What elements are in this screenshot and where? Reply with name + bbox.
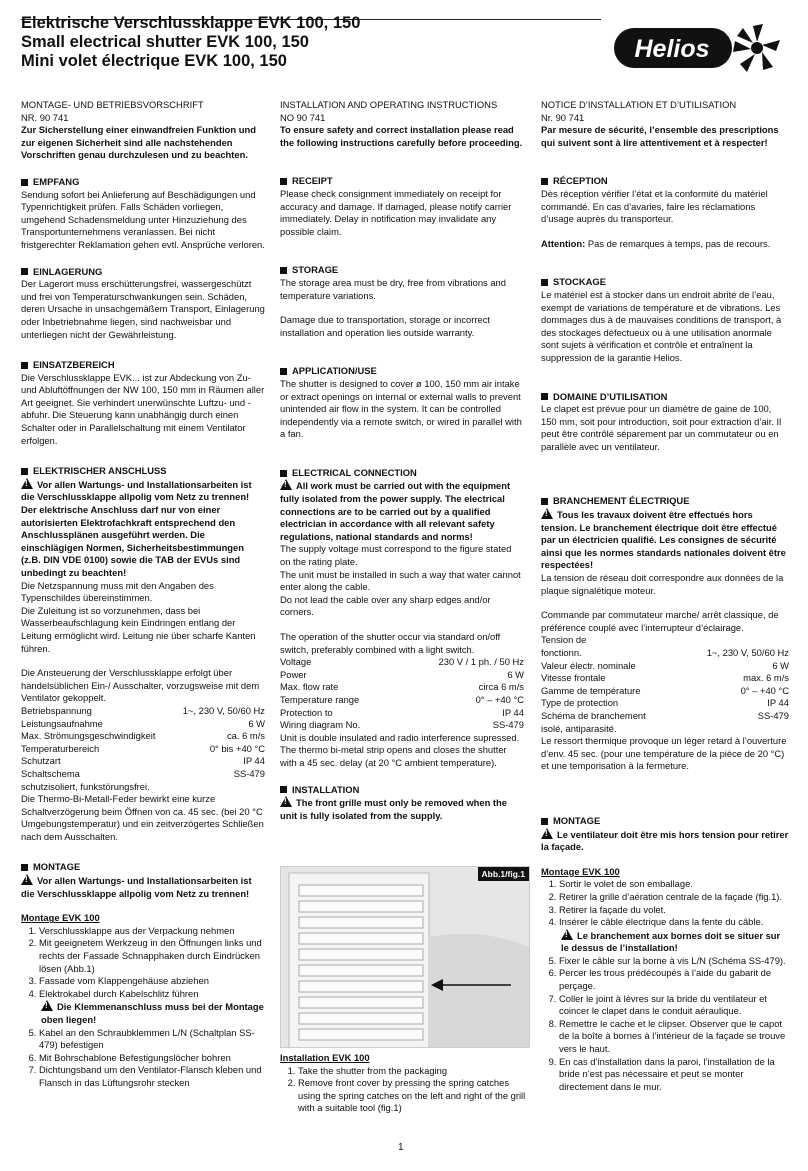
- attention-text: Pas de remarques à temps, pas de recours.: [585, 237, 771, 249]
- list-item: 1. Sortir le volet de son emballage.: [559, 878, 789, 891]
- list-item: 7. Dichtungsband um den Ventilator-Flansch kleben und Flansch in das Lüftungsrohr stecken: [39, 1064, 265, 1089]
- steps-de: [21, 925, 265, 1090]
- spec-table-fr: [541, 647, 789, 723]
- bullet-square-icon: [541, 393, 548, 400]
- heading-montage-fr: MONTAGE: [553, 814, 601, 826]
- list-item: 4. Elektrokabel durch Kabelschlitz führen !Die Klemmenanschluss muss bei der Montage oben liegen!: [39, 988, 265, 1027]
- bullet-square-icon: [541, 178, 548, 185]
- list-item: 7. Coller le joint à lèvres sur la bride du ventilateur et coincer le clapet dans le conduit aéraulique.: [559, 993, 789, 1018]
- column-french: [541, 99, 789, 1093]
- intro-de: Zur Sicherstellung einer einwandfreien Funktion und zur eigenen Sicherheit sind alle nachstehenden Vorschriften genau durchzulesen und zu beachten.: [21, 124, 256, 161]
- warning-icon: [21, 874, 33, 885]
- section-reception: [541, 175, 789, 250]
- text-tension-reseau: La tension de réseau doit correspondre aux données de la plaque signalétique moteur.: [541, 572, 784, 596]
- column-english: [280, 99, 524, 822]
- bullet-square-icon: [541, 818, 548, 825]
- text-bimetal: The thermo bi-metal strip opens and closes the shutter with a 45 sec. delay (at 20 °C ambient temperature).: [280, 744, 507, 768]
- spec-row: Power 6 W: [280, 668, 524, 680]
- text-commande: Commande par commutateur marche/ arrêt classique, de préférence couplé avec l’interrupteur d’éclairage.: [541, 609, 779, 633]
- list-item: 2. Retirer la grille d’aération centrale de la façade (fig.1).: [559, 891, 789, 904]
- text-isole: isolé, antiparasité.: [541, 722, 617, 734]
- section-installation: [280, 784, 524, 823]
- text-thermo: Die Thermo-Bi-Metall-Feder bewirkt eine kurze Schaltverzögerung beim Öffnen von ca. 45 sec. (bei 20 °C Umgebungstemperatur) und ein zeitverzögertes Schließen nach dem Ausschalten.: [21, 793, 264, 842]
- text-ansteuerung: Die Ansteuerung der Verschlussklappe erfolgt über handelsüblichen Ein-/ Ausschalter, vorzugsweise mit dem Ventilator gekoppelt.: [21, 667, 260, 704]
- steps-en: [280, 1065, 528, 1115]
- page-number: 1: [398, 1142, 404, 1153]
- heading-stockage: STOCKAGE: [553, 276, 606, 288]
- section-stockage: [541, 276, 789, 364]
- helios-logo: [612, 22, 782, 74]
- text-insulated: Unit is double insulated and radio interference supressed.: [280, 731, 520, 743]
- bullet-square-icon: [21, 468, 28, 475]
- bullet-square-icon: [21, 864, 28, 871]
- warning-icon: [541, 828, 553, 839]
- list-item: 1. Verschlussklappe aus der Verpackung nehmen: [39, 925, 265, 938]
- spec-table-de: [21, 705, 265, 781]
- spec-row: Protection to IP 44: [280, 706, 524, 718]
- spec-row: Max. Strömungsgeschwindigkeit ca. 6 m/s: [21, 730, 265, 742]
- heading-receipt: RECEIPT: [292, 175, 333, 187]
- list-item: 2. Mit geeignetem Werkzeug in den Öffnungen links und rechts der Fassade Schnapphaken durch Eindrücken lösen (Abb.1): [39, 937, 265, 975]
- text-stockage: Le matériel est à stocker dans un endroit abrité de l’eau, exempt de variations de température et de vibrations. Les dommages dus à de mauvaises conditions de transport, à des stockages défectueux ou à une utilisation anormale sont sujets à vérification et contrôle et entraînent la suppression de la garantie Helios.: [541, 288, 782, 363]
- section-receipt: [280, 175, 524, 238]
- text-domaine: Le clapet est prévue pour un diamètre de gaine de 100, 150 mm, soit pour introduction, soit pour extraction d’air. Il peut être contrôlé séparement par un commutateur ou en parallèle avec un ventilateur.: [541, 403, 782, 452]
- section-electrical-connection: [280, 467, 524, 770]
- spec-row: Schaltschema SS-479: [21, 767, 265, 779]
- spec-row: Voltage 230 V / 1 ph. / 50 Hz: [280, 656, 524, 668]
- bullet-square-icon: [280, 368, 287, 375]
- list-item: 3. Fassade vom Klappengehäuse abziehen: [39, 975, 265, 988]
- list-item: 1. Take the shutter from the packaging: [298, 1065, 528, 1078]
- column-german: [21, 99, 265, 1090]
- title-de: Elektrische Verschlussklappe EVK 100, 150: [21, 14, 361, 32]
- heading-einsatzbereich: EINSATZBEREICH: [33, 359, 115, 371]
- text-netzspannung: Die Netzspannung muss mit den Angaben des Typenschildes übereinstimmen.: [21, 579, 214, 604]
- text-water: The unit must be installed in such a way that water cannot enter along the cable.: [280, 568, 521, 593]
- intro-fr: Par mesure de sécurité, l’ensemble des prescriptions qui suivent sont à lire attentivement et à respecter!: [541, 124, 779, 148]
- section-einsatzbereich: [21, 359, 265, 447]
- subheading-installation-evk100: Installation EVK 100: [280, 1052, 370, 1063]
- list-item: 6. Mit Bohrschablone Befestigungslöcher bohren: [39, 1052, 265, 1065]
- heading-empfang: EMPFANG: [33, 175, 80, 187]
- text-supply-voltage: The supply voltage must correspond to the figure stated on the rating plate.: [280, 543, 512, 568]
- warning-text-en: All work must be carried out with the equipment fully isolated from the power supply. The electrical connections are to be carried out by a qualified electrician in accordance with all relevant safety regulations, national standards and norms!: [280, 480, 511, 542]
- text-zuleitung: Die Zuleitung ist so vorzunehmen, dass bei Wasserbeaufschlagung kein Eindringen entlang der Leitung ermöglicht wird. Leitung nie über scharfe Kanten führen.: [21, 604, 256, 654]
- warning-montage-fr: Le ventilateur doit être mis hors tension pour retirer la façade.: [541, 828, 789, 853]
- heading-montage-de: MONTAGE: [33, 861, 81, 873]
- section-domaine: [541, 391, 789, 454]
- warning-icon: [41, 1000, 53, 1011]
- spec-row: Max. flow rate circa 6 m/s: [280, 681, 524, 693]
- heading-domaine: DOMAINE D’UTILISATION: [553, 390, 668, 402]
- figure-label: Abb.1/fig.1: [478, 867, 529, 881]
- section-elektrischer-anschluss: [21, 465, 265, 843]
- installation-evk100-en: [280, 1052, 528, 1115]
- list-item: 5. Fixer le câble sur la borne à vis L/N (Schéma SS-479).: [559, 955, 789, 968]
- doc-title-fr: NOTICE D’INSTALLATION ET D’UTILISATION: [541, 99, 737, 110]
- list-item: 4. Insérer le câble électrique dans la fente du câble. !Le branchement aux bornes doit se situer sur le dessus de l’installation!: [559, 916, 789, 955]
- warning-text-de: Vor allen Wartungs- und Installationsarbeiten ist die Verschlussklappe allpolig vom Netz zu trennen! Der elektrische Anschluss darf nur von einer autorisierten Elektrofachkraft entsprechend den Anschlussplänen ausgeführt werden. Die einschlägigen Normen, Sicherheitsbestimmungen (z.B. DIN VDE 0100) sowie die TAB der EVUs sind unbedingt zu beachten!: [21, 478, 252, 578]
- warning-icon: [21, 478, 33, 489]
- text-tension-de: Tension de: [541, 634, 587, 646]
- bullet-square-icon: [280, 178, 287, 185]
- bullet-square-icon: [541, 498, 548, 505]
- list-item: 8. Remettre le cache et le clipser. Observer que le capot de la boîte à bornes à l’intérieur de la façade se trouve vers le haut.: [559, 1018, 789, 1056]
- text-einsatzbereich: Die Verschlussklappe EVK... ist zur Abdeckung von Zu- und Abluftöffnungen der NW 100, 150 mm in Räumen aller Art geeignet. Sie verhindert unerwünschte Luftzu- und -abfuhr. Die Steuerung kann unabhängig durch einen Schalter oder in Parallelschaltung mit einem Ventilator erfolgen.: [21, 371, 265, 446]
- subheading-montage-evk100-de: Montage EVK 100: [21, 912, 100, 924]
- spec-row: Schutzart IP 44: [21, 755, 265, 767]
- warning-icon: [280, 796, 292, 807]
- document-header: [21, 14, 360, 71]
- logo-text: Helios: [634, 35, 710, 63]
- warning-icon: [541, 508, 553, 519]
- shutter-illustration: [281, 867, 529, 1047]
- heading-installation: INSTALLATION: [292, 783, 360, 795]
- section-branchement: [541, 495, 789, 772]
- heading-electrical-connection: ELECTRICAL CONNECTION: [292, 466, 417, 478]
- spec-row: Temperaturbereich 0° bis +40 °C: [21, 742, 265, 754]
- doc-nr-fr: Nr. 90 741: [541, 111, 585, 123]
- bullet-square-icon: [541, 279, 548, 286]
- subheading-montage-evk100-fr: Montage EVK 100: [541, 865, 620, 877]
- doc-nr-de: NR. 90 741: [21, 111, 69, 123]
- bullet-square-icon: [280, 267, 287, 274]
- text-cable: Do not lead the cable over any sharp edges and/or corners.: [280, 593, 491, 618]
- text-application: The shutter is designed to cover ø 100, 150 mm air intake or extract openings on internal or external walls to prevent unintended air flow in the system. It can be controlled independently via a remote switch, or wired in parallel with a fan.: [280, 377, 522, 440]
- doc-title-de: MONTAGE- UND BETRIEBSVORSCHRIFT: [21, 99, 204, 110]
- section-montage-de: [21, 861, 265, 1089]
- warning-montage-de: Vor allen Wartungs- und Installationsarbeiten ist die Verschlussklappe allpolig vom Netz zu trennen!: [21, 875, 252, 899]
- heading-branchement: BRANCHEMENT ÉLECTRIQUE: [553, 495, 690, 507]
- list-item: 6. Percer les trous prédécoupés à l’aide du gabarit de perçage.: [559, 967, 789, 992]
- warning-icon: [561, 929, 573, 940]
- list-item: 3. Retirer la façade du volet.: [559, 904, 789, 917]
- spec-row: Vitesse frontale max. 6 m/s: [541, 672, 789, 684]
- section-montage-fr: [541, 815, 789, 1093]
- spec-row: Betriebspannung 1~, 230 V, 50/60 Hz: [21, 704, 265, 716]
- section-application: [280, 365, 524, 441]
- bullet-square-icon: [21, 179, 28, 186]
- text-einlagerung: Der Lagerort muss erschütterungsfrei, wassergeschützt und frei von Temperaturschwankungen sein. Schäden, deren Ursache in unsachgemäßem Transport, Einlagerung oder Inbetriebnahme liegen, sind nachweisbar und unterliegen nicht der Gewährleistung.: [21, 278, 265, 340]
- spec-row: Temperature range 0° – +40 °C: [280, 693, 524, 705]
- bullet-square-icon: [21, 268, 28, 275]
- text-operation: The operation of the shutter occur via standard on/off switch, preferably combined with a light switch.: [280, 631, 501, 655]
- list-item: 9. En cas d’installation dans la paroi, l’installation de la bride n’est pas nécessaire et peut se monter directement dans le mur.: [559, 1056, 789, 1094]
- warning-installation: The front grille must only be removed when the unit is fully isolated from the supply.: [280, 797, 507, 821]
- intro-en: To ensure safety and correct installation please read the following instructions carefully before proceeding.: [280, 124, 523, 148]
- text-receipt: Please check consignment immediately on receipt for accuracy and damage. If damaged, please notify carrier immediately. Delay in notification may invalidate any possible claim.: [280, 187, 512, 237]
- text-empfang: Sendung sofort bei Anlieferung auf Beschädigungen und Typenrichtigkeit prüfen. Falls Schäden vorliegen, umgehend Schadensmeldung unter Hinzuziehung des Transportunternehmens veranlassen. Bei nicht fristgerechter Reklamation gehen evtl. Ansprüche verloren.: [21, 188, 265, 250]
- section-storage: [280, 264, 524, 339]
- list-item: 5. Kabel an den Schraubklemmen L/N (Schaltplan SS-479) befestigen: [39, 1027, 265, 1052]
- spec-row: Schéma de branchement SS-479: [541, 709, 789, 721]
- steps-fr: [541, 878, 789, 1093]
- figure-shutter: [280, 866, 530, 1048]
- section-einlagerung: [21, 266, 265, 342]
- heading-reception: RÉCEPTION: [553, 175, 608, 187]
- spec-row: Type de protection IP 44: [541, 697, 789, 709]
- spec-row: Gamme de température 0° – +40 °C: [541, 684, 789, 696]
- spec-row: Valeur électr. nominale 6 W: [541, 659, 789, 671]
- text-schutzisoliert: schutzisoliert, funkstörungsfrei.: [21, 780, 150, 792]
- doc-nr-en: NO 90 741: [280, 111, 326, 123]
- bullet-square-icon: [280, 786, 287, 793]
- section-empfang: [21, 176, 265, 252]
- heading-einlagerung: EINLAGERUNG: [33, 265, 103, 277]
- spec-row: fonctionn. 1~, 230 V, 50/60 Hz: [541, 647, 789, 658]
- text-storage-1: The storage area must be dry, free from vibrations and temperature variations.: [280, 276, 506, 301]
- title-fr: Mini volet électrique EVK 100, 150: [21, 52, 287, 70]
- bullet-square-icon: [21, 362, 28, 369]
- title-en: Small electrical shutter EVK 100, 150: [21, 33, 309, 51]
- warning-text-fr: Tous les travaux doivent être effectués hors tension. Le branchement électrique doit être effectué par un électricien qualifié. Les consignes de sécurité ainsi que les normes standards nationales doivent être respectées!: [541, 509, 786, 571]
- text-ressort: Le ressort thermique provoque un léger retard à l’ouverture d’env. 45 sec. (pour une température de la pièce de 20 °C) et une temporisation à la fermeture.: [541, 735, 787, 772]
- heading-storage: STORAGE: [292, 264, 339, 276]
- spec-row: Leistungsaufnahme 6 W: [21, 717, 265, 729]
- doc-title-en: INSTALLATION AND OPERATING INSTRUCTIONS: [280, 99, 498, 110]
- list-item: 2. Remove front cover by pressing the spring catches using the spring catches on the left and right of the grill with a suitable tool (fig.1): [298, 1077, 528, 1115]
- attention-label: Attention:: [541, 237, 586, 249]
- heading-elektrischer-anschluss: ELEKTRISCHER ANSCHLUSS: [33, 465, 167, 477]
- spec-table-en: [280, 656, 524, 732]
- warning-icon: [280, 479, 292, 490]
- spec-row: Wiring diagram No. SS-479: [280, 719, 524, 731]
- heading-application: APPLICATION/USE: [292, 365, 377, 377]
- fan-icon: [733, 24, 780, 72]
- text-reception: Dès réception vérifier l’état et la conformité du matériel commandé. En cas d’avaries, faire les réclamations d’usage auprès du transporteur.: [541, 187, 768, 225]
- bullet-square-icon: [280, 470, 287, 477]
- text-storage-2: Damage due to transportation, storage or incorrect installation and operation lies outside warranty.: [280, 314, 491, 338]
